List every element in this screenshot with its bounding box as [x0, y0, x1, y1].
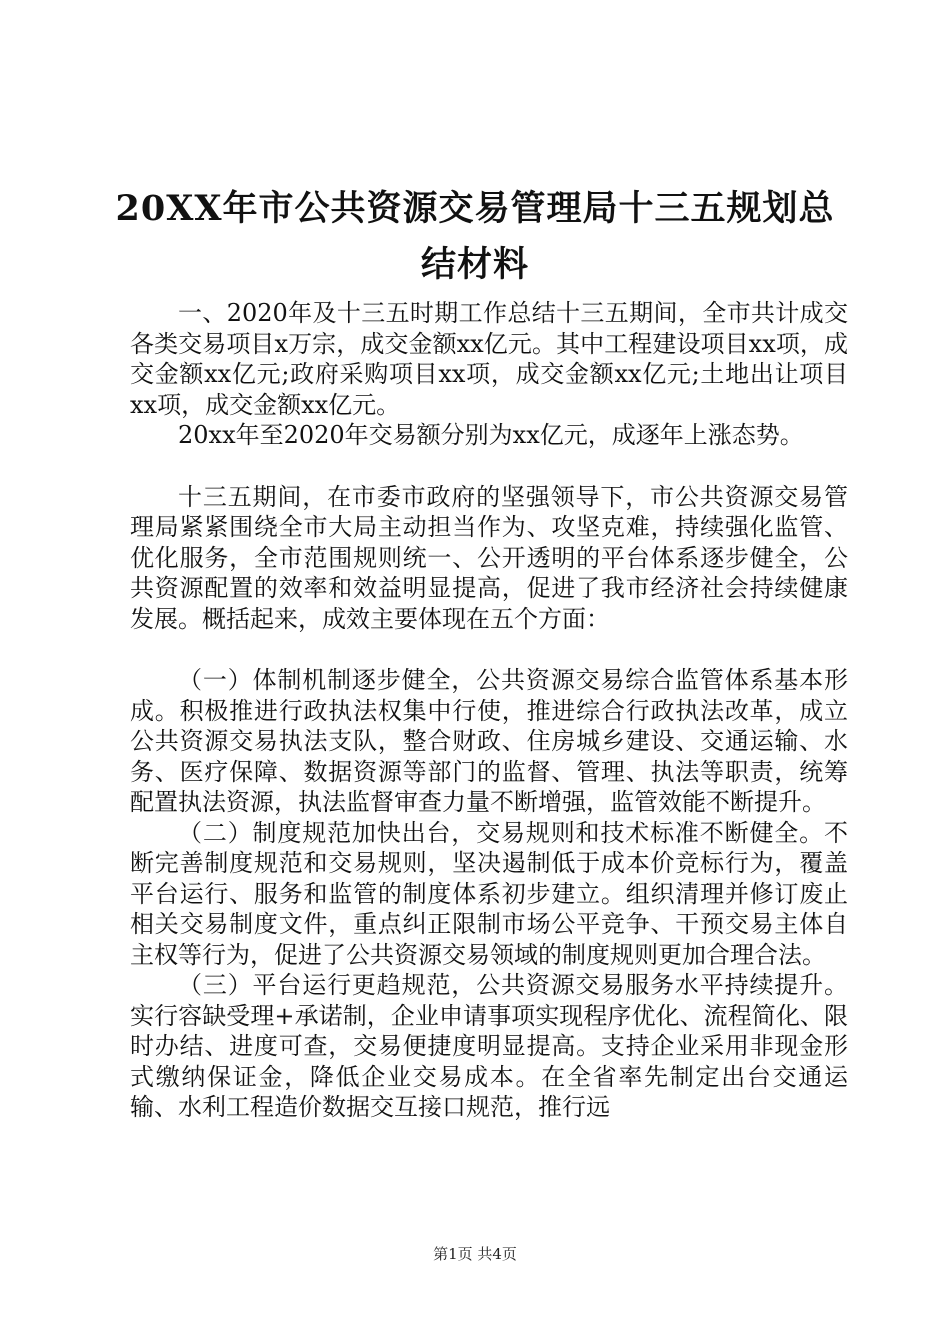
paragraph-summary: 一、2020年及十三五时期工作总结十三五期间，全市共计成交各类交易项目x万宗，成交金额xx亿元。其中工程建设项目xx项，成交金额xx亿元;政府采购项目xx项，成交金额xx亿元;土地出让项目xx项，成交金额xx亿元。 — [130, 299, 848, 419]
document-title-line-1: 20XX年市公共资源交易管理局十三五规划总 — [115, 188, 835, 229]
paragraph-section-3: （三）平台运行更趋规范，公共资源交易服务水平持续提升。实行容缺受理+承诺制，企业申请事项实现程序优化、流程简化、限时办结、进度可查，交易便捷度明显提高。支持企业采用非现金形式缴纳保证金，降低企业交易成本。在全省率先制定出台交通运输、水利工程造价数据交互接口规范，推行远 — [130, 971, 848, 1121]
paragraph-trend: 20xx年至2020年交易额分别为xx亿元，成逐年上涨态势。 — [178, 421, 804, 449]
page-footer: 第1页 共4页 — [433, 1245, 517, 1263]
document-body — [130, 298, 848, 1123]
document-title-line-2: 结材料 — [420, 244, 529, 285]
paragraph-overview: 十三五期间，在市委市政府的坚强领导下，市公共资源交易管理局紧紧围绕全市大局主动担当作为、攻坚克难，持续强化监管、优化服务，全市范围规则统一、公开透明的平台体系逐步健全，公共资源配置的效率和效益明显提高，促进了我市经济社会持续健康发展。概括起来，成效主要体现在五个方面： — [130, 482, 848, 633]
paragraph-section-2: （二）制度规范加快出台，交易规则和技术标准不断健全。不断完善制度规范和交易规则，坚决遏制低于成本价竞标行为，覆盖平台运行、服务和监管的制度体系初步建立。组织清理并修订废止相关交易制度文件，重点纠正限制市场公平竞争、干预交易主体自主权等行为，促进了公共资源交易领域的制度规则更加合理合法。 — [130, 818, 848, 969]
paragraph-section-1: （一）体制机制逐步健全，公共资源交易综合监管体系基本形成。积极推进行政执法权集中行使，推进综合行政执法改革，成立公共资源交易执法支队，整合财政、住房城乡建设、交通运输、水务、医疗保障、数据资源等部门的监督、管理、执法等职责，统筹配置执法资源，执法监督审查力量不断增强，监管效能不断提升。 — [130, 666, 848, 816]
